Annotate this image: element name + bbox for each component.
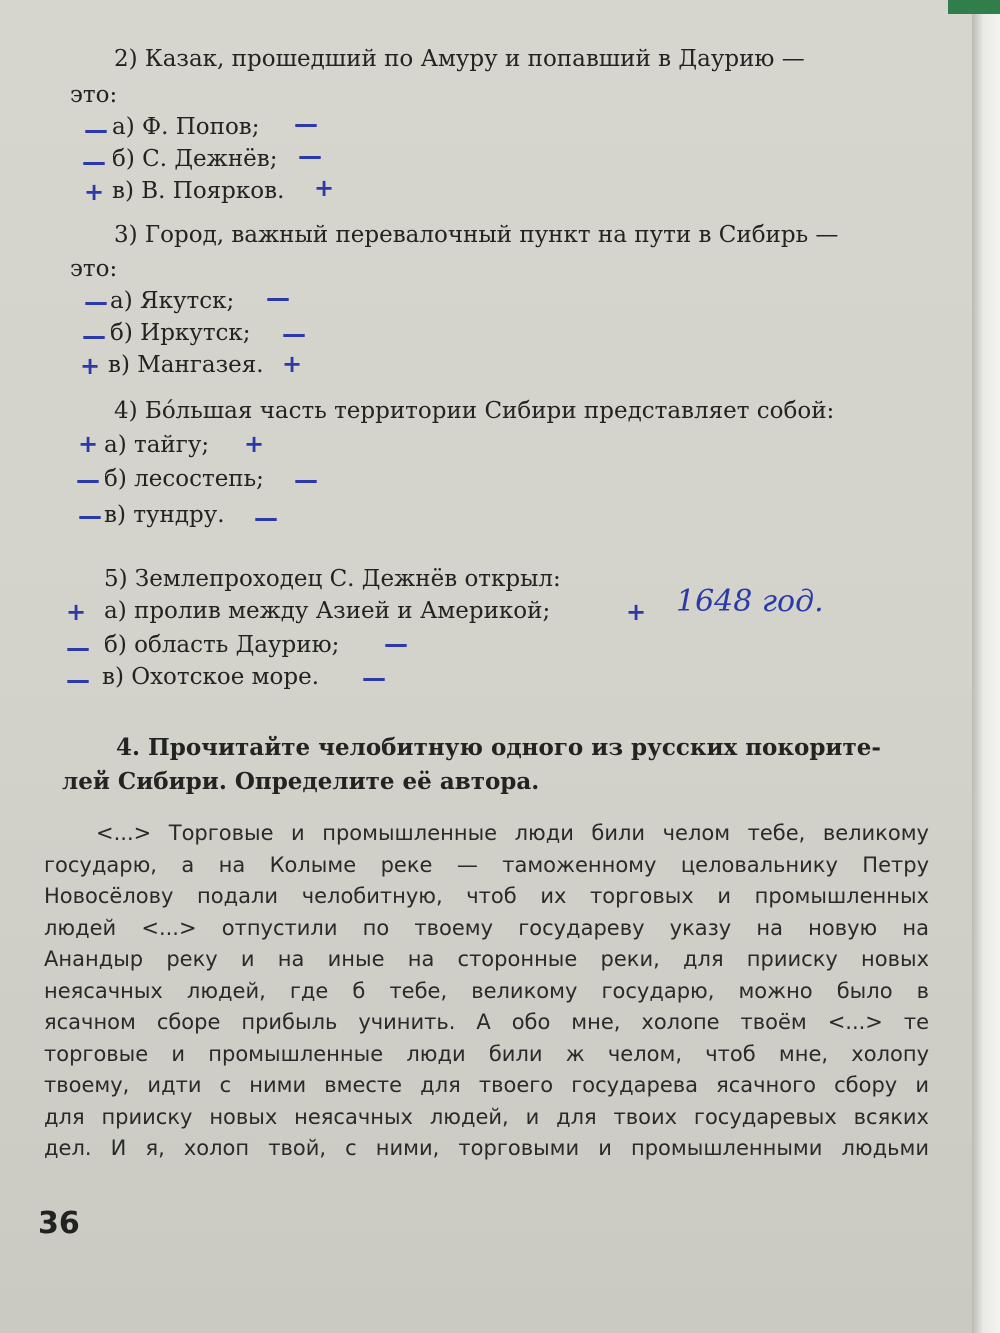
q5-mark-after-c: —	[362, 664, 386, 692]
petition-line: Анандыр реку и на иные на сторонные реки, для прииску новых	[44, 947, 929, 971]
petition-line: твоему, идти с ними вместе для твоего государева ясачного сбору и	[44, 1073, 929, 1097]
petition-line: дел. И я, холоп твой, с ними, торговыми и промышленными людьми	[44, 1136, 929, 1160]
q3-mark-before-c: +	[80, 352, 101, 380]
q3-mark-after-a: —	[266, 284, 290, 312]
cover-edge	[948, 0, 1000, 14]
q5-mark-before-a: +	[66, 598, 87, 626]
q5-mark-before-b: —	[66, 634, 90, 662]
q2-mark-after-c: +	[314, 174, 335, 202]
q4-mark-before-c: —	[78, 502, 102, 530]
q3-option-c: в) Мангазея.	[108, 352, 264, 378]
q4-mark-before-a: +	[78, 430, 99, 458]
petition-text	[44, 818, 929, 1165]
q2-mark-after-b: —	[298, 142, 322, 170]
petition-line: людей <...> отпустили по твоему государеву указу на новую на	[44, 915, 929, 940]
q3-mark-after-b: —	[282, 320, 306, 348]
q3-stem-line1: 3) Город, важный перевалочный пункт на пути в Сибирь —	[114, 222, 839, 248]
q4-option-a: а) тайгу;	[104, 432, 210, 458]
handwritten-year-note: 1648 год.	[676, 584, 824, 619]
page-number: 36	[38, 1206, 80, 1241]
q2-option-b: б) С. Дежнёв;	[112, 146, 278, 172]
q4-mark-after-a: +	[244, 430, 265, 458]
q4-mark-after-c: —	[254, 504, 278, 532]
q5-option-a: а) пролив между Азией и Америкой;	[104, 598, 551, 624]
q5-option-b: б) область Даурию;	[104, 632, 340, 658]
q3-option-b: б) Иркутск;	[110, 320, 251, 346]
q3-mark-before-a: —	[84, 288, 108, 316]
q2-mark-before-b: —	[82, 148, 106, 176]
q3-mark-after-c: +	[282, 350, 303, 378]
q2-mark-after-a: —	[294, 110, 318, 138]
petition-line: <...> Торговые и промышленные люди били челом тебе, великому	[96, 821, 929, 845]
q4-mark-before-b: —	[76, 466, 100, 494]
q2-option-c: в) В. Поярков.	[112, 178, 285, 204]
petition-line: для прииску новых неясачных людей, и для твоих государевых всяких	[44, 1104, 929, 1129]
petition-line: ясачном сборе прибыль учинить. А обо мне, холопе твоём <...> те	[44, 1010, 929, 1034]
q5-mark-after-a: +	[626, 598, 647, 626]
petition-line: Новосёлову подали челобитную, чтоб их торговых и промышленных	[44, 884, 929, 908]
q4-mark-after-b: —	[294, 466, 318, 494]
q4-option-c: в) тундру.	[104, 502, 225, 528]
petition-line: торговые и промышленные люди били ж челом, чтоб мне, холопу	[44, 1041, 929, 1066]
page-edge	[972, 0, 1000, 1333]
q2-stem-line1: 2) Казак, прошедший по Амуру и попавший в Даурию —	[114, 46, 805, 72]
task4-title-line2: лей Сибири. Определите её автора.	[62, 768, 540, 795]
q2-mark-before-a: —	[84, 116, 108, 144]
petition-line: государю, а на Колыме реке — таможенному целовальнику Петру	[44, 852, 929, 877]
q2-stem-line2: это:	[70, 82, 118, 108]
q5-mark-after-b: —	[384, 630, 408, 658]
q3-mark-before-b: —	[82, 322, 106, 350]
q3-stem-line2: это:	[70, 256, 118, 282]
q5-option-c: в) Охотское море.	[102, 664, 320, 690]
q5-stem-line1: 5) Землепроходец С. Дежнёв открыл:	[104, 566, 561, 592]
task4-title-line1: 4. Прочитайте челобитную одного из русских покорите-	[116, 734, 881, 761]
q2-mark-before-c: +	[84, 178, 105, 206]
q3-option-a: а) Якутск;	[110, 288, 235, 314]
q2-option-a: а) Ф. Попов;	[112, 114, 260, 140]
q4-stem-line1: 4) Бо́льшая часть территории Сибири представляет собой:	[114, 398, 835, 424]
q5-mark-before-c: —	[66, 666, 90, 694]
petition-line: неясачных людей, где б тебе, великому государю, можно было в	[44, 978, 929, 1003]
q4-option-b: б) лесостепь;	[104, 466, 264, 492]
